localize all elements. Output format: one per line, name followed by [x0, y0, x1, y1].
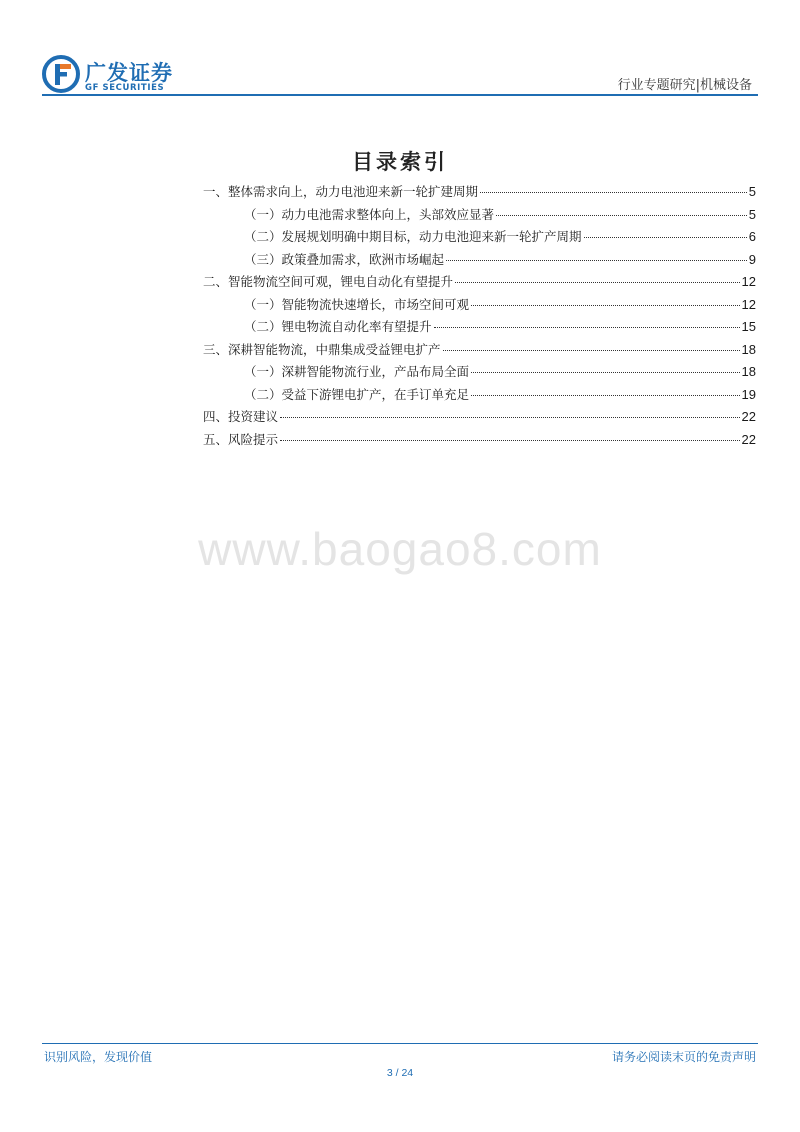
- toc-entry-page: 18: [741, 364, 756, 379]
- toc-leader-dots: [471, 371, 740, 373]
- report-category: 行业专题研究|机械设备: [617, 78, 752, 93]
- toc-entry-label: （二）受益下游锂电扩产，在手订单充足: [244, 386, 470, 402]
- toc-leader-dots: [280, 439, 740, 441]
- toc-entry-page: 22: [741, 409, 756, 424]
- toc-entry-page: 22: [741, 431, 756, 447]
- toc-entry-label: （一）智能物流快速增长，市场空间可观: [244, 296, 470, 312]
- toc-entry-label: （二）发展规划明确中期目标，动力电池迎来新一轮扩产周期: [244, 229, 582, 244]
- toc-leader-dots: [471, 304, 740, 306]
- toc-entry[interactable]: [203, 407, 756, 430]
- gf-logo-icon: [42, 55, 80, 93]
- toc-entry-page: 5: [748, 206, 756, 222]
- toc-entry[interactable]: [203, 295, 756, 318]
- header-divider: [42, 94, 758, 96]
- page-number: 3 / 24: [386, 1067, 414, 1079]
- toc-entry[interactable]: [203, 205, 756, 228]
- toc-entry-label: 二、智能物流空间可观，锂电自动化有望提升: [203, 274, 454, 289]
- toc-entry[interactable]: [203, 227, 756, 250]
- toc-leader-dots: [455, 281, 740, 283]
- toc-leader-dots: [480, 191, 747, 193]
- toc-leader-dots: [496, 214, 747, 216]
- footer-disclaimer-note: 请务必阅读末页的免责声明: [611, 1050, 756, 1064]
- toc-entry[interactable]: [203, 362, 756, 385]
- toc-entry-page: 12: [741, 296, 756, 312]
- toc-entry-page: 19: [741, 386, 756, 402]
- toc-entry[interactable]: [203, 340, 756, 363]
- toc-entry[interactable]: [203, 250, 756, 273]
- toc-entry-label: 四、投资建议: [203, 409, 279, 424]
- toc-entry-page: 9: [748, 251, 756, 267]
- toc-leader-dots: [471, 394, 740, 396]
- toc-entry-label: 五、风险提示: [203, 431, 279, 447]
- logo-english-name: GF SECURITIES: [85, 83, 165, 93]
- toc-leader-dots: [443, 349, 740, 351]
- toc-entry-page: 5: [748, 184, 756, 199]
- toc-entry-page: 18: [741, 341, 756, 357]
- toc-entry[interactable]: [203, 272, 756, 295]
- footer-divider: [42, 1043, 758, 1044]
- toc-leader-dots: [584, 236, 747, 238]
- toc-entry-label: 一、整体需求向上，动力电池迎来新一轮扩建周期: [203, 184, 479, 199]
- toc-entry-label: 三、深耕智能物流，中鼎集成受益锂电扩产: [203, 341, 441, 357]
- toc-entry[interactable]: [203, 385, 756, 408]
- toc-entry-label: （一）动力电池需求整体向上，头部效应显著: [244, 206, 495, 222]
- toc-entry[interactable]: [203, 182, 756, 205]
- toc-entry-label: （二）锂电物流自动化率有望提升: [244, 319, 432, 334]
- toc-title: 目录索引: [352, 149, 448, 174]
- toc-entry-page: 12: [741, 274, 756, 289]
- toc-entry[interactable]: [203, 430, 756, 453]
- toc-leader-dots: [280, 416, 740, 418]
- toc-entry-label: （三）政策叠加需求，欧洲市场崛起: [244, 251, 445, 267]
- watermark: www.baogao8.com: [198, 523, 602, 575]
- company-logo: [42, 55, 182, 97]
- toc-leader-dots: [434, 326, 740, 328]
- toc-entry-label: （一）深耕智能物流行业，产品布局全面: [244, 364, 470, 379]
- toc-entry-page: 6: [748, 229, 756, 244]
- toc-entry-page: 15: [741, 319, 756, 334]
- logo-chinese-name: 广发证券: [85, 61, 173, 85]
- toc-leader-dots: [446, 259, 747, 261]
- footer-slogan: 识别风险，发现价值: [44, 1050, 153, 1064]
- toc-entry[interactable]: [203, 317, 756, 340]
- table-of-contents: [203, 182, 756, 452]
